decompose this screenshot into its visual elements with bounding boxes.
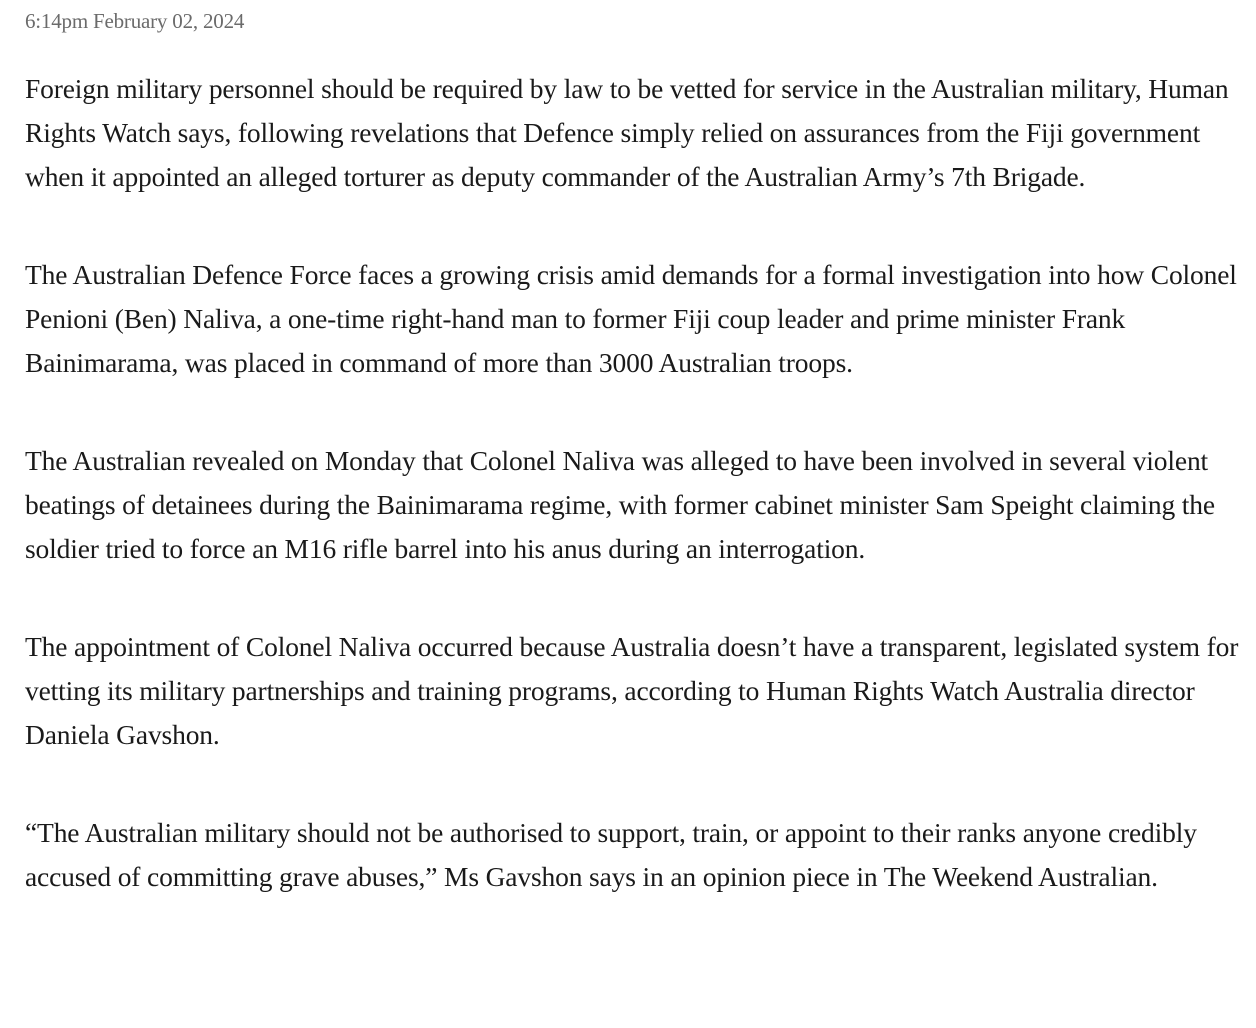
article-paragraph-1: Foreign military personnel should be required by law to be vetted for service in the Australian military, Human Rights Watch says, following revelations that Defence simply relied on assurances from the Fiji government when it appointed an alleged torturer as deputy commander of the Australian Army’s 7th Brigade. <box>25 73 1229 192</box>
article-paragraph-3: The Australian revealed on Monday that Colonel Naliva was alleged to have been involved in several violent beatings of detainees during the Bainimarama regime, with former cabinet minister Sam Speight claiming the soldier tried to force an M16 rifle barrel into his anus during an interrogation. <box>25 445 1215 564</box>
article-paragraph-5: “The Australian military should not be authorised to support, train, or appoint to their ranks anyone credibly accused of committing grave abuses,” Ms Gavshon says in an opinion piece in The Weekend Australian. <box>25 817 1197 892</box>
article-paragraph-2: The Australian Defence Force faces a growing crisis amid demands for a formal investigation into how Colonel Penioni (Ben) Naliva, a one-time right-hand man to former Fiji coup leader and prime minister Frank Bainimarama, was placed in command of more than 3000 Australian troops. <box>25 259 1237 378</box>
article-paragraph-4: The appointment of Colonel Naliva occurred because Australia doesn’t have a transparent, legislated system for vetting its military partnerships and training programs, according to Human Rights Watch Australia director Daniela Gavshon. <box>25 631 1239 750</box>
article-body <box>25 6 1256 899</box>
article-timestamp: 6:14pm February 02, 2024 <box>25 9 245 33</box>
